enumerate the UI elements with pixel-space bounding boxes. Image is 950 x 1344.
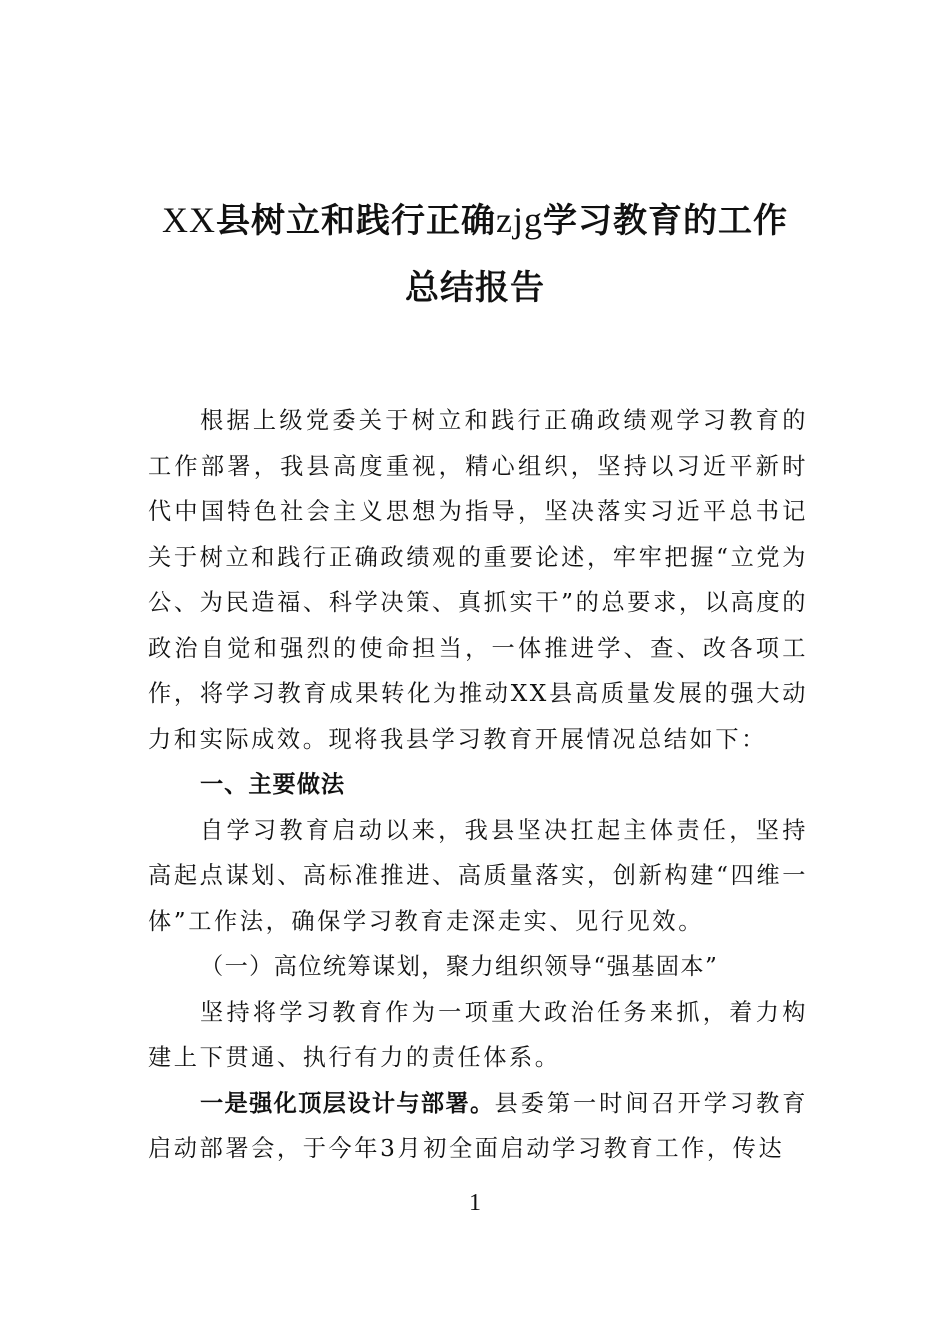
point-text: 县委第一时间召开学习教育启动部署会，于今年3月初全面启动学习教育工作，传达 xyxy=(148,1089,808,1162)
title-text-part-a: 县树立和践行正确 xyxy=(216,201,496,241)
section-heading-main-practices: 一、主要做法 xyxy=(200,771,346,798)
subsection-paragraph: 坚持将学习教育作为一项重大政治任务来抓，着力构建上下贯通、执行有力的责任体系。 xyxy=(148,998,808,1071)
title-prefix: XX xyxy=(162,200,216,240)
title-text-part-b: 学习教育的工作 xyxy=(542,201,788,241)
document-body xyxy=(148,398,808,1172)
intro-paragraph: 根据上级党委关于树立和践行正确政绩观学习教育的工作部署，我县高度重视，精心组织，坚持以习近平新时代中国特色社会主义思想为指导，坚决落实习近平总书记关于树立和践行正确政绩观的重要论述，牢牢把握“立党为公、为民造福、科学决策、真抓实干”的总要求，以高度的政治自觉和强烈的使命担当，一体推进学、查、改各项工作，将学习教育成果转化为推动XX县高质量发展的强大动力和实际成效。现将我县学习教育开展情况总结如下： xyxy=(148,407,808,753)
document-title-line-2: 总结报告 xyxy=(405,268,545,308)
title-abbreviation: zjg xyxy=(496,200,543,240)
point-lead: 一是强化顶层设计与部署。 xyxy=(200,1089,495,1117)
subsection-heading: （一）高位统筹谋划，聚力组织领导“强基固本” xyxy=(200,953,719,980)
document-title-line-1 xyxy=(0,198,950,243)
section-paragraph: 自学习教育启动以来，我县坚决扛起主体责任，坚持高起点谋划、高标准推进、高质量落实，创新构建“四维一体”工作法，确保学习教育走深走实、见行见效。 xyxy=(148,816,808,935)
point-paragraph xyxy=(148,1081,808,1172)
page-number: 1 xyxy=(469,1190,481,1216)
